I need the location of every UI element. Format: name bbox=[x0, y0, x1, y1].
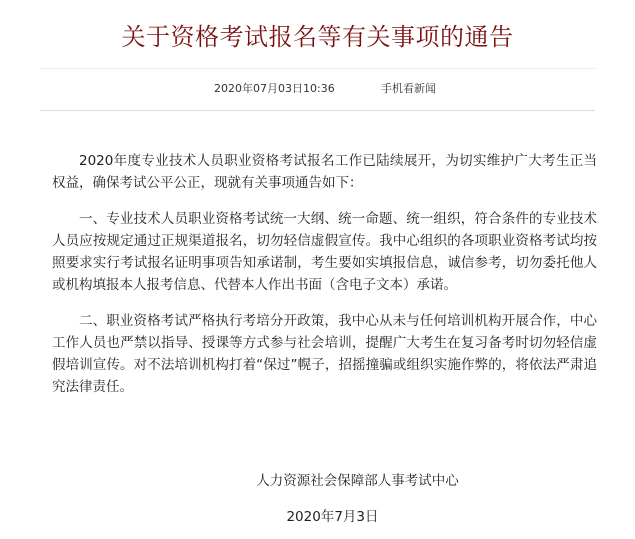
article-body bbox=[52, 150, 597, 412]
meta-divider bbox=[40, 110, 595, 111]
publish-date: 2020年07月03日10:36 bbox=[214, 82, 335, 95]
paragraph-point-one: 一、专业技术人员职业资格考试统一大纲、统一命题、统一组织，符合条件的专业技术人员应按规定通过正规渠道报名，切勿轻信虚假宣传。我中心组织的各项职业资格考试均按照要求实行考试报名证明事项告知承诺制，考生要如实填报信息，诚信参考，切勿委托他人或机构填报本人报考信息、代替本人作出书面（含电子文本）承诺。 bbox=[52, 211, 597, 293]
mobile-news-link[interactable]: 手机看新闻 bbox=[381, 82, 436, 95]
signature-date: 2020年7月3日 bbox=[286, 509, 379, 525]
title-divider bbox=[40, 68, 595, 69]
paragraph-intro: 2020年度专业技术人员职业资格考试报名工作已陆续展开，为切实维护广大考生正当权益，确保考试公平公正，现就有关事项通告如下： bbox=[52, 153, 597, 191]
page-title: 关于资格考试报名等有关事项的通告 bbox=[121, 23, 514, 51]
paragraph-point-two: 二、职业资格考试严格执行考培分开政策，我中心从未与任何培训机构开展合作，中心工作人员也严禁以指导、授课等方式参与社会培训，提醒广大考生在复习备考时切勿轻信虚假培训宣传。对不法培训机构打着“保过”幌子，招摇撞骗或组织实施作弊的，将依法严肃追究法律责任。 bbox=[52, 313, 597, 395]
signature-organization: 人力资源社会保障部人事考试中心 bbox=[256, 473, 459, 489]
